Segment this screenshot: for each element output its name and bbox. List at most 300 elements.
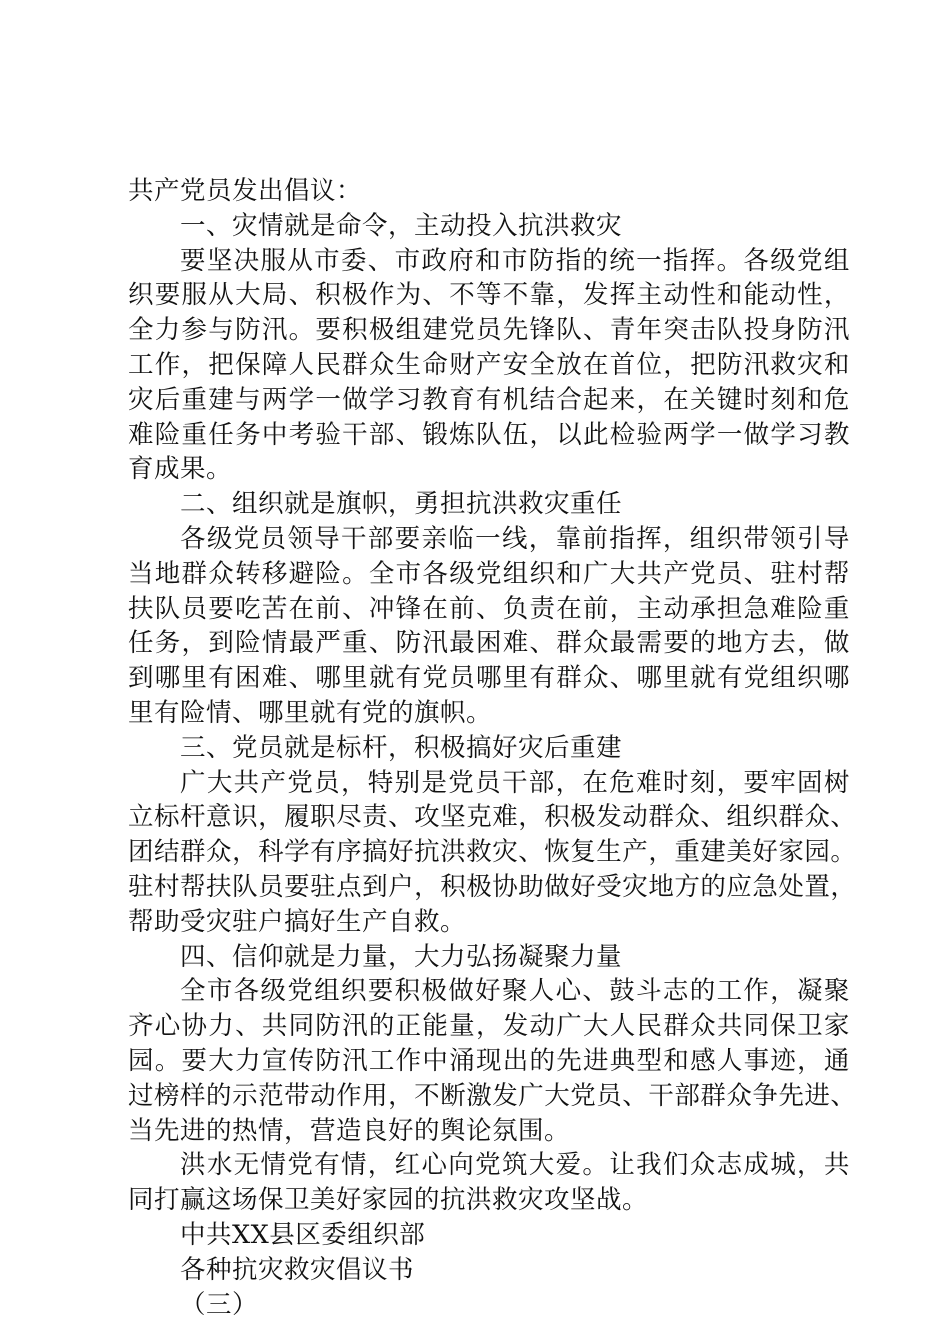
text-line-20	[128, 835, 857, 870]
glyph: 市	[314, 245, 341, 276]
glyph: 洪	[180, 1150, 207, 1181]
glyph: 村	[797, 558, 824, 589]
text-line-06	[128, 348, 850, 383]
glyph: 干	[648, 1080, 675, 1111]
glyph: ，	[716, 767, 743, 798]
glyph: 工	[128, 349, 155, 380]
glyph: 产	[663, 558, 690, 589]
glyph: 有	[716, 663, 743, 694]
glyph: 好	[388, 837, 415, 868]
glyph: 队	[716, 315, 743, 346]
glyph: 参	[181, 315, 208, 346]
glyph: 到	[362, 871, 389, 902]
glyph: ，	[232, 837, 259, 868]
glyph: 的	[368, 1011, 395, 1042]
glyph: 一	[636, 245, 663, 276]
glyph: 织	[128, 280, 155, 311]
glyph: 织	[797, 663, 824, 694]
glyph: 群	[342, 349, 369, 380]
glyph: 组	[395, 315, 422, 346]
glyph: 命	[422, 349, 449, 380]
glyph: 级	[260, 976, 287, 1007]
glyph: 困	[475, 628, 502, 659]
glyph: 锋	[395, 593, 422, 624]
glyph: 伍	[502, 419, 529, 450]
glyph: 发	[502, 1011, 529, 1042]
glyph: 结	[154, 837, 181, 868]
glyph: 靠	[529, 280, 556, 311]
glyph: 学	[284, 837, 311, 868]
glyph: 党	[287, 767, 314, 798]
glyph: 急	[752, 871, 779, 902]
glyph: 应	[726, 871, 753, 902]
glyph: 安	[502, 349, 529, 380]
glyph: 大	[544, 1080, 571, 1111]
glyph: 党	[743, 663, 770, 694]
glyph: 。	[154, 1045, 181, 1076]
glyph: 能	[422, 1011, 449, 1042]
glyph: 吃	[235, 593, 262, 624]
glyph: 情	[261, 628, 288, 659]
glyph: 重	[181, 419, 208, 450]
glyph: ，	[830, 871, 857, 902]
glyph: 动	[622, 802, 649, 833]
glyph: 要	[180, 245, 207, 276]
glyph: 在	[583, 349, 610, 380]
glyph: 是	[421, 767, 448, 798]
glyph: 工	[716, 976, 743, 1007]
text-line-16: 里有险情、哪里就有党的旗帜。	[128, 697, 493, 728]
glyph: 做	[342, 384, 369, 415]
heading-member-is-benchmark: 三、党员就是标杆，积极搞好灾后重建	[180, 732, 623, 763]
glyph: 积	[342, 315, 369, 346]
glyph: 汛	[342, 1045, 369, 1076]
glyph: 保	[235, 349, 262, 380]
glyph: ，	[797, 628, 824, 659]
glyph: 样	[180, 1080, 207, 1111]
glyph: 性	[690, 280, 717, 311]
glyph: 我	[636, 1150, 663, 1181]
glyph: 刻	[770, 384, 797, 415]
glyph: 大	[528, 1150, 555, 1181]
glyph: 键	[716, 384, 743, 415]
glyph: 、	[288, 663, 315, 694]
glyph: 众	[726, 1080, 753, 1111]
glyph: 固	[797, 767, 824, 798]
glyph: 地	[154, 558, 181, 589]
glyph: 先	[778, 1080, 805, 1111]
glyph: 意	[206, 802, 233, 833]
glyph: 民	[636, 1011, 663, 1042]
text-line-18	[128, 766, 850, 801]
glyph: 学	[288, 384, 315, 415]
glyph: 在	[422, 593, 449, 624]
glyph: 协	[181, 1011, 208, 1042]
text-line-08	[128, 418, 850, 453]
glyph: 汛	[342, 1011, 369, 1042]
glyph: 转	[235, 558, 262, 589]
glyph: 积	[544, 802, 571, 833]
glyph: 要	[284, 871, 311, 902]
glyph: 团	[128, 837, 155, 868]
glyph: 青	[609, 315, 636, 346]
glyph: 卫	[797, 1011, 824, 1042]
glyph: 、	[582, 976, 609, 1007]
glyph: 让	[609, 1150, 636, 1181]
glyph: 、	[743, 558, 770, 589]
glyph: 难	[492, 802, 519, 833]
glyph: 积	[315, 280, 342, 311]
glyph: ，	[528, 523, 555, 554]
glyph: 领	[287, 523, 314, 554]
glyph: 群	[778, 802, 805, 833]
text-line-03	[128, 244, 850, 279]
glyph: 扶	[206, 871, 233, 902]
glyph: 防	[797, 315, 824, 346]
glyph: 灾	[128, 384, 155, 415]
glyph: 防	[315, 1011, 342, 1042]
glyph: 当	[128, 558, 155, 589]
glyph: 作	[336, 1080, 363, 1111]
glyph: 积	[394, 976, 421, 1007]
glyph: 要	[743, 767, 770, 798]
glyph: 的	[700, 871, 727, 902]
glyph: 到	[128, 663, 155, 694]
glyph: ，	[770, 976, 797, 1007]
glyph: 的	[529, 1045, 556, 1076]
glyph: 哪	[636, 663, 663, 694]
glyph: 恢	[544, 837, 571, 868]
glyph: 各	[180, 523, 207, 554]
glyph: 典	[609, 1045, 636, 1076]
glyph: 员	[449, 663, 476, 694]
glyph: 难	[261, 663, 288, 694]
glyph: 做	[823, 628, 850, 659]
glyph: 两	[663, 419, 690, 450]
glyph: 导	[823, 523, 850, 554]
glyph: ，	[797, 1045, 824, 1076]
glyph: 部	[367, 523, 394, 554]
glyph: 险	[315, 558, 342, 589]
glyph: 不	[414, 1080, 441, 1111]
glyph: 坚	[440, 802, 467, 833]
glyph: 极	[570, 802, 597, 833]
glyph: 学	[770, 419, 797, 450]
glyph: 在	[582, 767, 609, 798]
glyph: 就	[368, 663, 395, 694]
glyph: 员	[475, 315, 502, 346]
glyph: 进	[583, 1045, 610, 1076]
glyph: 迹	[770, 1045, 797, 1076]
glyph: 时	[743, 384, 770, 415]
glyph: 两	[261, 384, 288, 415]
glyph: 力	[235, 1045, 262, 1076]
glyph: 线	[501, 523, 528, 554]
glyph: 产	[475, 349, 502, 380]
glyph: 险	[235, 628, 262, 659]
glyph: 统	[609, 245, 636, 276]
text-line-27	[128, 1079, 857, 1114]
glyph: 和	[823, 349, 850, 380]
glyph: 心	[421, 1150, 448, 1181]
glyph: 的	[206, 1080, 233, 1111]
glyph: 中	[422, 1045, 449, 1076]
glyph: ，	[556, 280, 583, 311]
glyph: 点	[336, 871, 363, 902]
glyph: 、	[395, 419, 422, 450]
glyph: 教	[422, 384, 449, 415]
glyph: 级	[449, 558, 476, 589]
glyph: ，	[609, 593, 636, 624]
glyph: 灾	[492, 837, 519, 868]
glyph: 和	[716, 280, 743, 311]
glyph: 织	[529, 558, 556, 589]
glyph: 抗	[414, 837, 441, 868]
glyph: 以	[556, 419, 583, 450]
glyph: 工	[368, 1045, 395, 1076]
glyph: 委	[340, 245, 367, 276]
glyph: 要	[154, 280, 181, 311]
glyph: 受	[596, 871, 623, 902]
glyph: 干	[342, 419, 369, 450]
glyph: 最	[449, 628, 476, 659]
glyph: 。	[582, 1150, 609, 1181]
glyph: 防	[528, 245, 555, 276]
glyph: 党	[475, 1150, 502, 1181]
glyph: 级	[770, 245, 797, 276]
glyph: 心	[154, 1011, 181, 1042]
glyph: 与	[235, 384, 262, 415]
text-line-30: 同打赢这场保卫美好家园的抗洪救灾攻坚战。	[128, 1185, 649, 1216]
glyph: 聚	[823, 976, 850, 1007]
glyph: 家	[778, 837, 805, 868]
glyph: 聚	[501, 976, 528, 1007]
glyph: 、	[518, 837, 545, 868]
glyph: 教	[823, 419, 850, 450]
glyph: 与	[208, 315, 235, 346]
glyph: 队	[232, 871, 259, 902]
glyph: 首	[609, 349, 636, 380]
glyph: 任	[208, 419, 235, 450]
glyph: 全	[529, 349, 556, 380]
glyph: 员	[716, 558, 743, 589]
glyph: 从	[287, 245, 314, 276]
glyph: 生	[395, 349, 422, 380]
glyph: 各	[743, 245, 770, 276]
glyph: 里	[663, 663, 690, 694]
glyph: 困	[235, 663, 262, 694]
glyph: 危	[609, 767, 636, 798]
glyph: 志	[662, 976, 689, 1007]
glyph: 先	[502, 315, 529, 346]
glyph: 前	[583, 593, 610, 624]
text-line-25	[128, 1009, 850, 1044]
glyph: 党	[475, 558, 502, 589]
glyph: 险	[797, 593, 824, 624]
glyph: 好	[570, 871, 597, 902]
glyph: 难	[128, 419, 155, 450]
glyph: 、	[367, 245, 394, 276]
glyph: 结	[529, 384, 556, 415]
glyph: 员	[260, 523, 287, 554]
glyph: 锻	[422, 419, 449, 450]
glyph: 有	[310, 837, 337, 868]
glyph: 极	[342, 280, 369, 311]
glyph: 身	[770, 315, 797, 346]
glyph: 克	[466, 802, 493, 833]
glyph: 群	[648, 802, 675, 833]
glyph: 去	[770, 628, 797, 659]
glyph: 人	[528, 976, 555, 1007]
glyph: 需	[636, 628, 663, 659]
glyph: 建	[422, 315, 449, 346]
glyph: 、	[388, 802, 415, 833]
glyph: 前	[582, 523, 609, 554]
glyph: 带	[743, 523, 770, 554]
glyph: 示	[232, 1080, 259, 1111]
glyph: 协	[492, 871, 519, 902]
glyph: 识	[232, 802, 259, 833]
glyph: 广	[180, 767, 207, 798]
glyph: 织	[716, 523, 743, 554]
glyph: 极	[466, 871, 493, 902]
glyph: 局	[261, 280, 288, 311]
text-line-09: 育成果。	[128, 454, 233, 485]
glyph: 年	[636, 315, 663, 346]
glyph: 党	[449, 315, 476, 346]
glyph: 方	[674, 871, 701, 902]
glyph: 。	[288, 315, 315, 346]
glyph: 组	[689, 523, 716, 554]
glyph: ，	[388, 1080, 415, 1111]
glyph: 牢	[770, 767, 797, 798]
glyph: 服	[181, 280, 208, 311]
glyph: 击	[690, 315, 717, 346]
glyph: 感	[690, 1045, 717, 1076]
glyph: 和	[797, 384, 824, 415]
glyph: 为	[395, 280, 422, 311]
glyph: 避	[288, 558, 315, 589]
glyph: 重	[181, 384, 208, 415]
glyph: 有	[314, 1150, 341, 1181]
glyph: 前	[315, 593, 342, 624]
glyph: 杆	[180, 802, 207, 833]
glyph: ，	[636, 384, 663, 415]
glyph: 众	[690, 1011, 717, 1042]
glyph: 组	[726, 802, 753, 833]
glyph: 、	[622, 1080, 649, 1111]
glyph: 好	[475, 976, 502, 1007]
glyph: ，	[258, 802, 285, 833]
glyph: 组	[823, 245, 850, 276]
glyph: 防	[395, 628, 422, 659]
glyph: 难	[502, 628, 529, 659]
glyph: 、	[235, 1011, 262, 1042]
glyph: 最	[609, 628, 636, 659]
glyph: 引	[797, 523, 824, 554]
glyph: 一	[716, 419, 743, 450]
glyph: 危	[823, 384, 850, 415]
glyph: 重	[342, 628, 369, 659]
glyph: 全	[128, 315, 155, 346]
text-line-21	[128, 870, 857, 905]
glyph: 主	[636, 280, 663, 311]
glyph: 攻	[414, 802, 441, 833]
next-document-number: （三）	[180, 1289, 259, 1320]
glyph: 标	[154, 802, 181, 833]
glyph: 立	[128, 802, 155, 833]
glyph: ，	[475, 1011, 502, 1042]
glyph: 无	[233, 1150, 260, 1181]
glyph: 市	[395, 558, 422, 589]
glyph: 量	[449, 1011, 476, 1042]
glyph: 成	[743, 1150, 770, 1181]
glyph: 党	[448, 767, 475, 798]
glyph: 群	[663, 1011, 690, 1042]
glyph: 防	[716, 349, 743, 380]
glyph: 鼓	[609, 976, 636, 1007]
glyph: 灾	[797, 349, 824, 380]
heading-organization-is-flag: 二、组织就是旗帜，勇担抗洪救灾重任	[180, 489, 623, 520]
glyph: 尽	[336, 802, 363, 833]
glyph: 情	[340, 1150, 367, 1181]
glyph: 动	[529, 1011, 556, 1042]
glyph: 政	[421, 245, 448, 276]
glyph: 哪	[475, 663, 502, 694]
glyph: 验	[315, 419, 342, 450]
glyph: 共	[233, 767, 260, 798]
glyph: 帮	[823, 558, 850, 589]
glyph: 就	[690, 663, 717, 694]
glyph: 大	[609, 558, 636, 589]
glyph: 动	[310, 1080, 337, 1111]
glyph: 、	[288, 280, 315, 311]
glyph: 突	[663, 315, 690, 346]
text-line-12	[128, 557, 850, 592]
glyph: 要	[394, 523, 421, 554]
glyph: 极	[368, 315, 395, 346]
glyph: 导	[314, 523, 341, 554]
glyph: 扶	[128, 593, 155, 624]
glyph: 范	[258, 1080, 285, 1111]
glyph: 作	[395, 1045, 422, 1076]
glyph: 志	[716, 1150, 743, 1181]
glyph: 党	[287, 976, 314, 1007]
glyph: ，	[648, 837, 675, 868]
glyph: 重	[674, 837, 701, 868]
glyph: 众	[583, 663, 610, 694]
glyph: 发	[492, 1080, 519, 1111]
glyph: 众	[583, 628, 610, 659]
glyph: 科	[258, 837, 285, 868]
glyph: 、	[368, 628, 395, 659]
glyph: 组	[502, 558, 529, 589]
glyph: 指	[662, 245, 689, 276]
glyph: 市	[501, 245, 528, 276]
glyph: 要	[208, 593, 235, 624]
glyph: 斗	[636, 976, 663, 1007]
glyph: 组	[314, 976, 341, 1007]
glyph: 广	[583, 558, 610, 589]
glyph: 市	[394, 245, 421, 276]
glyph: 力	[154, 315, 181, 346]
glyph: 共	[823, 1150, 850, 1181]
glyph: 有	[395, 663, 422, 694]
glyph: 在	[663, 384, 690, 415]
glyph: 人	[716, 1045, 743, 1076]
text-line-29	[128, 1148, 850, 1183]
glyph: 炼	[449, 419, 476, 450]
